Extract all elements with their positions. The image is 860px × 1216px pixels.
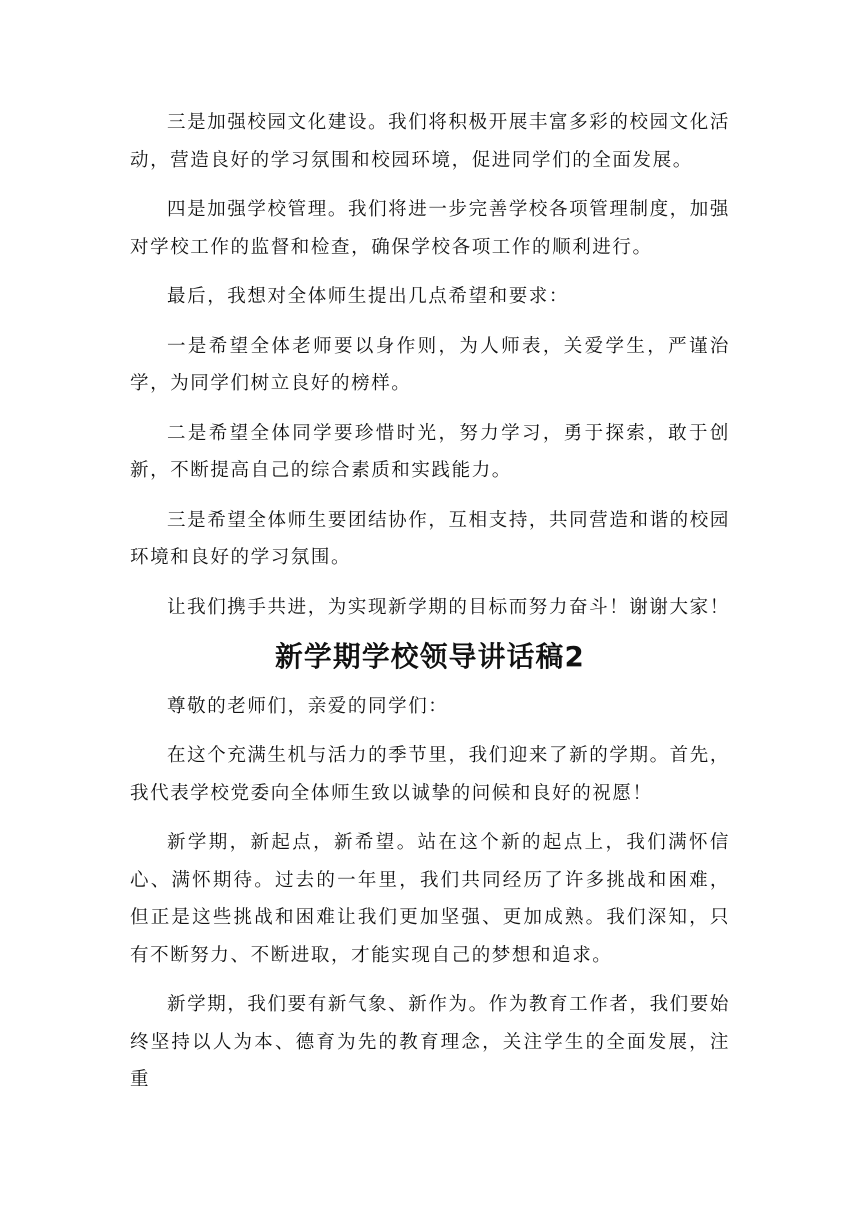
- paragraph-campus-culture: 三是加强校园文化建设。我们将积极开展丰富多彩的校园文化活动，营造良好的学习氛围和校园环境，促进同学们的全面发展。: [130, 112, 730, 171]
- paragraph-hopes-intro: 最后，我想对全体师生提出几点希望和要求：: [167, 286, 570, 307]
- paragraph-new-atmosphere: 新学期，我们要有新气象、新作为。作为教育工作者，我们要始终坚持以人为本、德育为先的教育理念，关注学生的全面发展，注重: [130, 994, 730, 1090]
- paragraph-hope-teachers: 一是希望全体老师要以身作则，为人师表，关爱学生，严谨治学，为同学们树立良好的榜样。: [130, 335, 730, 394]
- paragraph-hope-all: 三是希望全体师生要团结协作，互相支持，共同营造和谐的校园环境和良好的学习氛围。: [130, 509, 730, 568]
- section-title: 新学期学校领导讲话稿2: [274, 640, 585, 673]
- paragraph-opening: 在这个充满生机与活力的季节里，我们迎来了新的学期。首先，我代表学校党委向全体师生致以诚挚的问候和良好的祝愿！: [130, 745, 730, 804]
- paragraph-new-start: 新学期，新起点，新希望。站在这个新的起点上，我们满怀信心、满怀期待。过去的一年里，我们共同经历了许多挑战和困难，但正是这些挑战和困难让我们更加坚强、更加成熟。我们深知，只有不断努力、不断进取，才能实现自己的梦想和追求。: [130, 832, 730, 966]
- paragraph-closing: 让我们携手共进，为实现新学期的目标而努力奋斗！谢谢大家！: [167, 596, 730, 618]
- document-page: [130, 104, 730, 1111]
- paragraph-hope-students: 二是希望全体同学要珍惜时光，努力学习，勇于探索，敢于创新，不断提高自己的综合素质和实践能力。: [130, 422, 730, 481]
- paragraph-school-management: 四是加强学校管理。我们将进一步完善学校各项管理制度，加强对学校工作的监督和检查，确保学校各项工作的顺利进行。: [130, 199, 730, 258]
- paragraph-salutation: 尊敬的老师们，亲爱的同学们：: [167, 695, 449, 717]
